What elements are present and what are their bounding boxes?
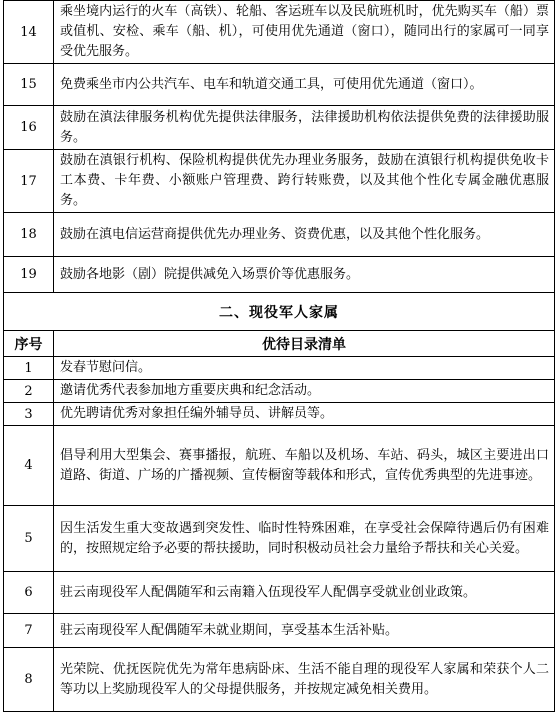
table-row — [4, 213, 555, 257]
row-text: 鼓励在滇银行机构、保险机构提供优先办理业务服务，鼓励在滇银行机构提供免收卡工本费、卡年费、小额账户管理费、跨行转账费，以及其他个性化专属金融优惠服务。 — [54, 150, 555, 213]
table-row — [4, 572, 555, 614]
row-number: 5 — [4, 506, 54, 572]
row-text: 免费乘坐市内公共汽车、电车和轨道交通工具，可使用优先通道（窗口）。 — [54, 64, 555, 106]
table-row — [4, 64, 555, 106]
row-text: 驻云南现役军人配偶随军未就业期间，享受基本生活补贴。 — [54, 614, 555, 648]
row-text: 乘坐境内运行的火车（高铁）、轮船、客运班车以及民航班机时，优先购买车（船）票或值机、安检、乘车（船、机），可使用优先通道（窗口），随同出行的家属可一同享受优先服务。 — [54, 1, 555, 64]
row-text: 光荣院、优抚医院优先为常年患病卧床、生活不能自理的现役军人家属和荣获个人二等功以上奖励现役军人的父母提供服务，并按规定减免相关费用。 — [54, 648, 555, 712]
row-number: 15 — [4, 64, 54, 106]
row-number: 6 — [4, 572, 54, 614]
row-text: 发春节慰问信。 — [54, 357, 555, 380]
row-number: 4 — [4, 426, 54, 506]
row-number: 8 — [4, 648, 54, 712]
table-row — [4, 426, 555, 506]
row-number: 16 — [4, 106, 54, 150]
table-row — [4, 150, 555, 213]
section-title: 二、现役军人家属 — [4, 293, 555, 331]
table-row — [4, 357, 555, 380]
table-row — [4, 648, 555, 712]
row-number: 1 — [4, 357, 54, 380]
row-text: 鼓励在滇法律服务机构优先提供法律服务，法律援助机构依法提供免费的法律援助服务。 — [54, 106, 555, 150]
row-number: 3 — [4, 403, 54, 426]
table-row — [4, 506, 555, 572]
row-number: 2 — [4, 380, 54, 403]
row-text: 优先聘请优秀对象担任编外辅导员、讲解员等。 — [54, 403, 555, 426]
row-text: 驻云南现役军人配偶随军和云南籍入伍现役军人配偶享受就业创业政策。 — [54, 572, 555, 614]
table-row — [4, 1, 555, 64]
row-text: 因生活发生重大变故遇到突发性、临时性特殊困难，在享受社会保障待遇后仍有困难的，按照规定给予必要的帮扶援助，同时积极动员社会力量给予帮扶和关心关爱。 — [54, 506, 555, 572]
table-row — [4, 403, 555, 426]
table-row — [4, 380, 555, 403]
row-text: 鼓励在滇电信运营商提供优先办理业务、资费优惠，以及其他个性化服务。 — [54, 213, 555, 257]
column-header-list: 优待目录清单 — [54, 331, 555, 357]
row-text: 鼓励各地影（剧）院提供减免入场票价等优惠服务。 — [54, 257, 555, 293]
row-number: 14 — [4, 1, 54, 64]
row-text: 邀请优秀代表参加地方重要庆典和纪念活动。 — [54, 380, 555, 403]
row-number: 7 — [4, 614, 54, 648]
row-number: 18 — [4, 213, 54, 257]
table-row — [4, 614, 555, 648]
row-number: 19 — [4, 257, 54, 293]
table-row — [4, 257, 555, 293]
benefits-table — [3, 0, 555, 712]
row-number: 17 — [4, 150, 54, 213]
header-row — [4, 331, 555, 357]
table-row — [4, 106, 555, 150]
column-header-number: 序号 — [4, 331, 54, 357]
row-text: 倡导利用大型集会、赛事播报，航班、车船以及机场、车站、码头，城区主要进出口道路、街道、广场的广播视频、宣传橱窗等载体和形式，宣传优秀典型的先进事迹。 — [54, 426, 555, 506]
section-heading-row — [4, 293, 555, 331]
